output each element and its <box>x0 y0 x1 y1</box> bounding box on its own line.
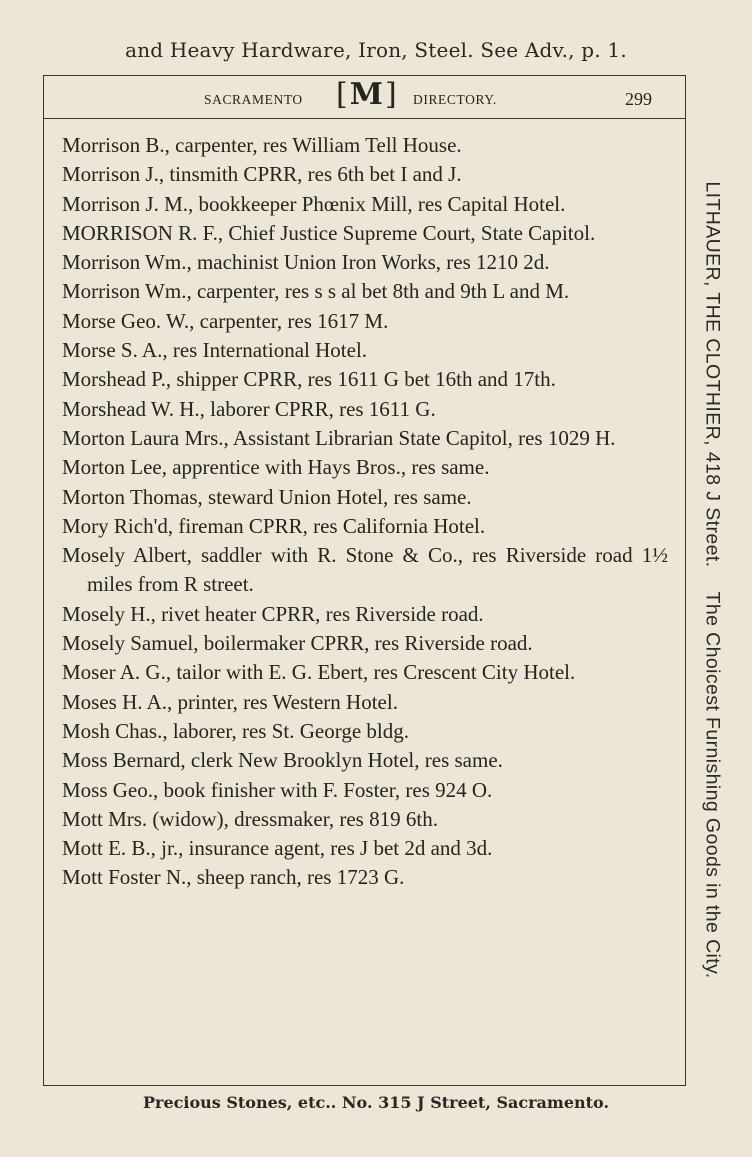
bottom-advertisement: Precious Stones, etc.. No. 315 J Street, Sacramento. <box>142 1093 610 1112</box>
directory-entry: Morrison Wm., carpenter, res s s al bet 8th and 9th L and M. <box>62 279 570 304</box>
side-advertisement <box>701 170 724 990</box>
directory-entry: Morrison J. M., bookkeeper Phœnix Mill, res Capital Hotel. <box>62 191 566 216</box>
directory-entry: Morse Geo. W., carpenter, res 1617 M. <box>62 308 389 333</box>
running-head <box>44 76 685 119</box>
directory-entry: Moss Bernard, clerk New Brooklyn Hotel, res same. <box>62 748 503 773</box>
page-frame <box>43 75 686 1086</box>
side-ad-clothier: LITHAUER, THE CLOTHIER, 418 J Street. <box>701 181 724 568</box>
running-head-city: SACRAMENTO <box>204 92 303 107</box>
page-number: 299 <box>625 89 652 109</box>
running-head-word: DIRECTORY. <box>413 92 497 107</box>
directory-entry: Moses H. A., printer, res Western Hotel. <box>62 689 398 714</box>
directory-entry: Morshead P., shipper CPRR, res 1611 G bet 16th and 17th. <box>62 367 556 392</box>
directory-entry: MORRISON R. F., Chief Justice Supreme Court, State Capitol. <box>62 220 596 245</box>
directory-entry: Mosely Albert, saddler with R. Stone & Co., res Riverside road 1½ miles from R street. <box>62 543 668 597</box>
directory-entry: Morshead W. H., laborer CPRR, res 1611 G. <box>62 396 436 421</box>
side-ad-furnishing: The Choicest Furnishing Goods in the City. <box>701 591 724 979</box>
directory-entry: Morton Thomas, steward Union Hotel, res same. <box>62 484 472 509</box>
top-advertisement: and Heavy Hardware, Iron, Steel. See Adv., p. 1. <box>125 38 627 62</box>
directory-entry: Morton Laura Mrs., Assistant Librarian State Capitol, res 1029 H. <box>62 425 616 450</box>
directory-entry: Morse S. A., res International Hotel. <box>62 338 368 363</box>
directory-entry: Morrison J., tinsmith CPRR, res 6th bet I and J. <box>62 162 462 187</box>
directory-entry: Moss Geo., book finisher with F. Foster, res 924 O. <box>62 777 493 802</box>
directory-entry: Mott Foster N., sheep ranch, res 1723 G. <box>62 865 405 890</box>
directory-entry: Mosely Samuel, boilermaker CPRR, res Riverside road. <box>62 631 533 656</box>
directory-entries <box>62 131 668 893</box>
directory-entry: Morrison Wm., machinist Union Iron Works, res 1210 2d. <box>62 250 550 275</box>
running-head-letter: [ M ] <box>336 80 397 110</box>
directory-entry: Morton Lee, apprentice with Hays Bros., res same. <box>62 455 490 480</box>
directory-entry: Mory Rich'd, fireman CPRR, res California Hotel. <box>62 513 486 538</box>
directory-entry: Mott Mrs. (widow), dressmaker, res 819 6th. <box>62 806 438 831</box>
directory-entry: Morrison B., carpenter, res William Tell House. <box>62 133 462 157</box>
directory-entry: Mott E. B., jr., insurance agent, res J bet 2d and 3d. <box>62 836 493 861</box>
directory-entry: Mosh Chas., laborer, res St. George bldg. <box>62 718 409 743</box>
directory-entry: Mosely H., rivet heater CPRR, res Riverside road. <box>62 601 484 626</box>
directory-entry: Moser A. G., tailor with E. G. Ebert, res Crescent City Hotel. <box>62 660 576 685</box>
